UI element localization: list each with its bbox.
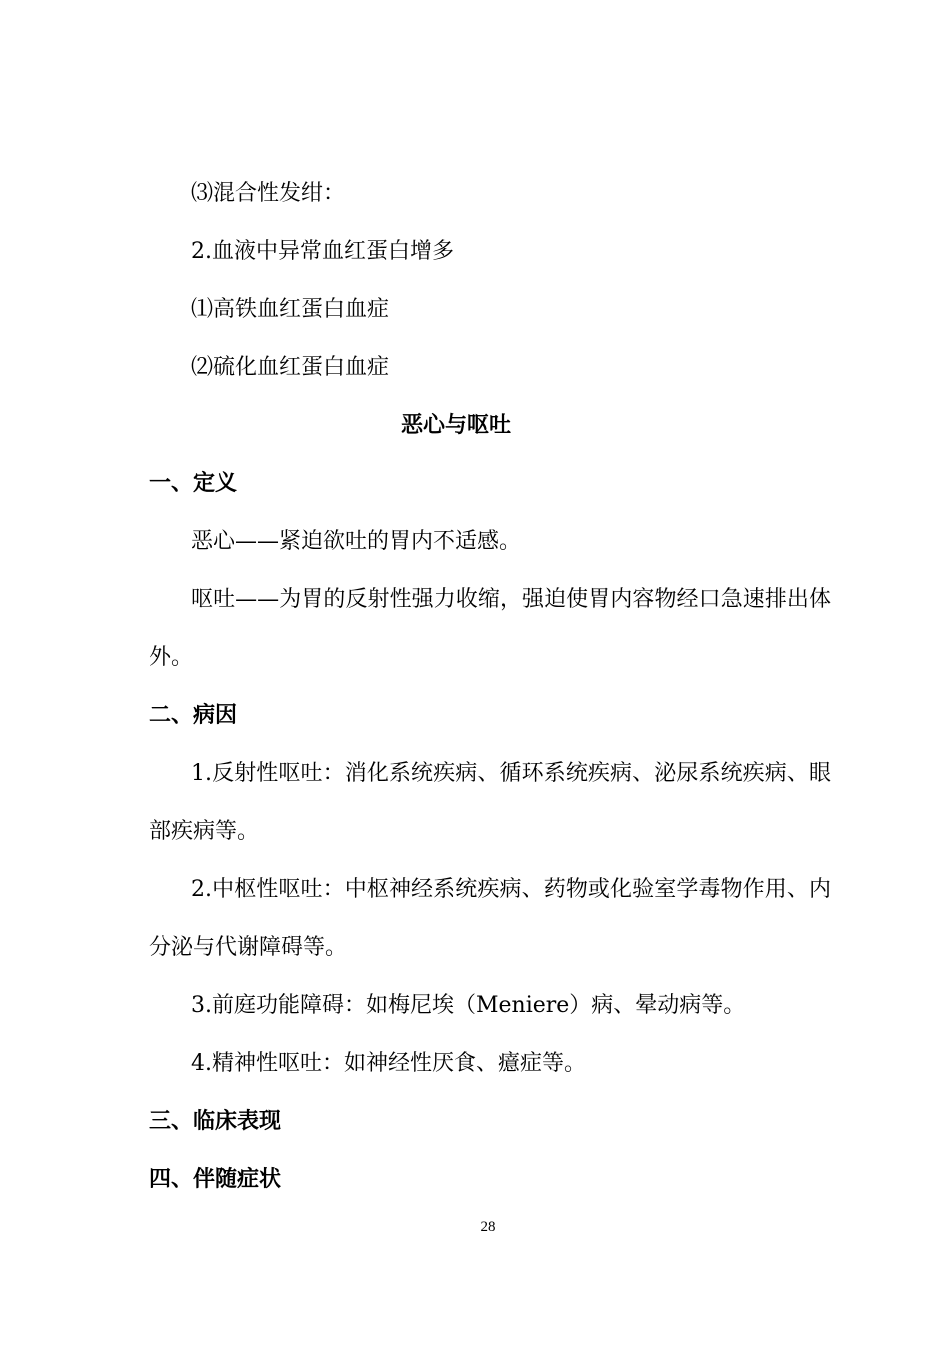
vomiting-definition-line2: 外。 [149,645,194,670]
clinical-heading: 三、临床表现 [149,1109,282,1134]
sulfhemoglobinemia-item: ⑵硫化血红蛋白血症 [191,355,390,380]
section-title: 恶心与呕吐 [400,413,511,438]
etiology-item1-line1: 1.反射性呕吐：消化系统疾病、循环系统疾病、泌尿系统疾病、眼 [191,761,831,786]
etiology-heading: 二、病因 [149,703,238,728]
vomiting-definition-line1: 呕吐——为胃的反射性强力收缩，强迫使胃内容物经口急速排出体 [191,587,831,612]
etiology-item2-line2: 分泌与代谢障碍等。 [149,935,348,960]
mixed-cyanosis-item: ⑶混合性发绀： [191,181,346,206]
etiology-item3: 3.前庭功能障碍：如梅尼埃（Meniere）病、晕动病等。 [191,993,746,1018]
methemoglobinemia-item: ⑴高铁血红蛋白血症 [191,297,390,322]
etiology-item2-line1: 2.中枢性呕吐：中枢神经系统疾病、药物或化验室学毒物作用、内 [191,877,831,902]
nausea-definition: 恶心——紧迫欲吐的胃内不适感。 [191,529,522,554]
abnormal-hemoglobin-item: 2.血液中异常血红蛋白增多 [191,239,454,264]
page-number: 28 [480,1219,496,1235]
etiology-item1-line2: 部疾病等。 [149,819,260,844]
symptoms-heading: 四、伴随症状 [149,1167,282,1192]
etiology-item4: 4.精神性呕吐：如神经性厌食、癔症等。 [191,1051,586,1076]
definition-heading: 一、定义 [149,471,238,496]
